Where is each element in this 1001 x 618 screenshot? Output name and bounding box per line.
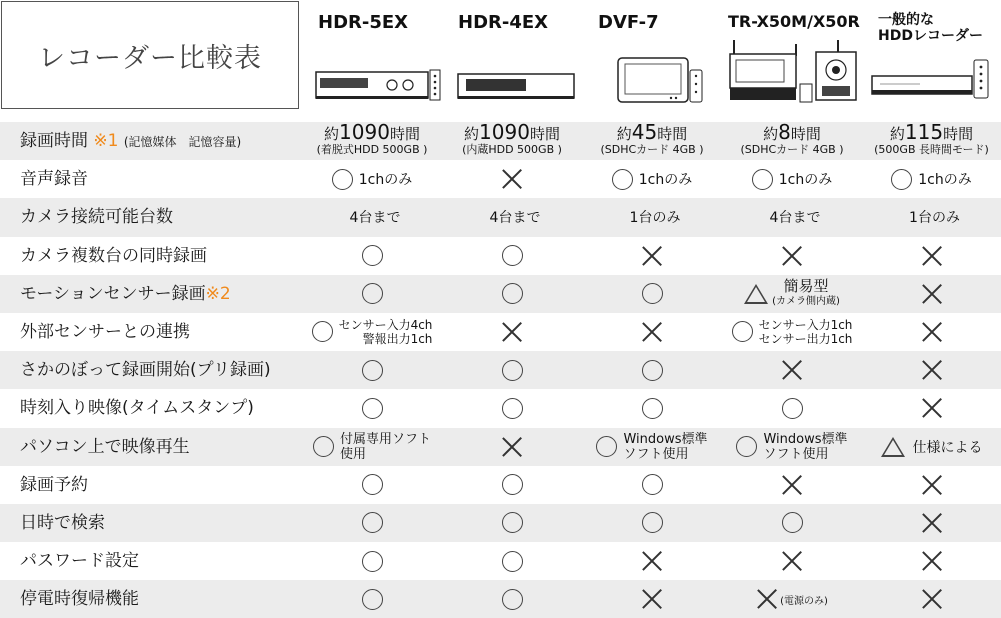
cell-text: 1chのみ	[778, 172, 833, 189]
cell	[302, 351, 442, 389]
row-label: カメラ接続可能台数	[20, 207, 173, 228]
cell	[582, 580, 722, 618]
cross-icon	[921, 588, 943, 610]
cell-prefix: 約	[464, 125, 480, 143]
cell	[302, 580, 442, 618]
cross-icon	[921, 359, 943, 381]
cell	[302, 313, 442, 351]
circle-icon	[782, 398, 803, 419]
circle-icon	[362, 551, 383, 572]
cell	[442, 580, 582, 618]
cell-number: 8	[778, 120, 791, 144]
model-generic-hdd	[866, 0, 1001, 112]
cell	[862, 389, 1001, 427]
circle-icon	[362, 283, 383, 304]
cell-text-line1: Windows標準	[763, 431, 848, 447]
cell-text-line2: 警報出力1ch	[362, 331, 433, 346]
cell-text-line2: センサー出力1ch	[758, 331, 853, 346]
circle-icon	[502, 360, 523, 381]
cell	[722, 428, 862, 466]
cell-sub: (500GB 長時間モード)	[874, 143, 989, 156]
cell-sub: (SDHCカード 4GB )	[600, 143, 704, 156]
page-title: レコーダー比較表	[38, 42, 262, 74]
cell-text: 1chのみ	[638, 172, 693, 189]
cell-text-line1: Windows標準	[623, 431, 708, 447]
cell-text: 4台まで	[769, 210, 821, 227]
cell-text-line2: ソフト使用	[763, 446, 829, 462]
dvr-4ex-icon	[456, 66, 580, 102]
cell-text-line1: 付属専用ソフト	[339, 431, 431, 447]
cell-prefix: 約	[616, 125, 632, 143]
row-label: 音声録音	[20, 169, 88, 190]
cell	[582, 466, 722, 504]
cell	[582, 160, 722, 198]
cell	[722, 160, 862, 198]
circle-icon	[596, 436, 617, 457]
cell	[722, 466, 862, 504]
cell-text-line1: センサー入力4ch	[338, 317, 433, 332]
cross-icon	[921, 474, 943, 496]
circle-icon	[642, 283, 663, 304]
cell	[862, 237, 1001, 275]
cell-number: 1090	[479, 120, 530, 144]
cell	[442, 275, 582, 313]
circle-icon	[362, 589, 383, 610]
cell-text: 1台のみ	[909, 210, 960, 227]
circle-icon	[332, 169, 353, 190]
circle-icon	[732, 321, 753, 342]
row-label: カメラ複数台の同時録画	[20, 245, 207, 266]
monitor-icon	[616, 54, 706, 106]
cell	[862, 504, 1001, 542]
cell	[722, 504, 862, 542]
cross-icon	[756, 588, 778, 610]
cell	[862, 198, 1001, 236]
cross-icon	[781, 359, 803, 381]
cell-suffix: 時間	[389, 125, 420, 143]
circle-icon	[502, 474, 523, 495]
cross-icon	[921, 321, 943, 343]
row-pc-playback	[0, 428, 1001, 466]
model-tr-x50	[726, 0, 864, 112]
circle-icon	[642, 512, 663, 533]
cross-icon	[641, 550, 663, 572]
cell-number: 1090	[339, 120, 390, 144]
row-motion-sensor	[0, 275, 1001, 313]
model-name: TR-X50M/X50R	[728, 12, 860, 31]
cell	[582, 542, 722, 580]
row-external-sensor	[0, 313, 1001, 351]
circle-icon	[752, 169, 773, 190]
cell	[862, 313, 1001, 351]
cell-note: (電源のみ)	[780, 595, 828, 607]
model-name-line1: 一般的な	[878, 12, 934, 28]
cross-icon	[781, 550, 803, 572]
row-datetime-search	[0, 504, 1001, 542]
model-name: HDR-4EX	[458, 12, 549, 33]
row-label: パソコン上で映像再生	[20, 436, 190, 457]
cell-prefix: 約	[889, 125, 905, 143]
cell-prefix: 約	[763, 125, 779, 143]
row-label	[20, 275, 231, 313]
cell	[442, 428, 582, 466]
cell	[442, 542, 582, 580]
cell	[582, 351, 722, 389]
cell	[442, 504, 582, 542]
note-marker: ※2	[205, 283, 231, 304]
model-name: DVF-7	[598, 12, 659, 33]
circle-icon	[642, 398, 663, 419]
comparison-table	[0, 122, 1001, 618]
cell-text: 4台まで	[489, 210, 541, 227]
circle-icon	[642, 360, 663, 381]
cell-text: 簡易型	[783, 276, 829, 295]
cell-suffix: 時間	[529, 125, 560, 143]
cell	[302, 542, 442, 580]
triangle-icon	[881, 437, 905, 457]
circle-icon	[362, 512, 383, 533]
cell	[862, 580, 1001, 618]
cell-text: 1chのみ	[358, 172, 413, 189]
cell	[302, 275, 442, 313]
cell-suffix: 時間	[657, 125, 688, 143]
wireless-monitor-icon	[726, 38, 860, 104]
cross-icon	[641, 245, 663, 267]
cross-icon	[921, 283, 943, 305]
cell-text: 1台のみ	[629, 210, 681, 227]
row-recording-time	[0, 122, 1001, 160]
cell	[722, 542, 862, 580]
cell	[862, 351, 1001, 389]
cell-text-line2: 使用	[339, 446, 366, 462]
cell-suffix: 時間	[790, 125, 821, 143]
cell-number: 45	[631, 120, 658, 144]
circle-icon	[642, 474, 663, 495]
cell	[442, 389, 582, 427]
triangle-icon	[744, 284, 768, 304]
circle-icon	[362, 474, 383, 495]
cell-text: 仕様による	[912, 439, 983, 456]
cell	[442, 122, 582, 160]
row-scheduled-recording	[0, 466, 1001, 504]
row-power-recovery	[0, 580, 1001, 618]
title-box	[1, 1, 299, 109]
cell-subtext: (カメラ側内蔵)	[772, 295, 840, 307]
cell	[302, 428, 442, 466]
header-row	[0, 0, 1001, 112]
row-sublabel: (記憶媒体 記憶容量)	[123, 135, 242, 149]
cell	[442, 351, 582, 389]
cross-icon	[641, 588, 663, 610]
cell-text-line1: センサー入力1ch	[758, 317, 853, 332]
cell	[582, 313, 722, 351]
row-label: 録画予約	[20, 474, 88, 495]
circle-icon	[502, 283, 523, 304]
cross-icon	[641, 321, 663, 343]
cell	[582, 504, 722, 542]
row-password	[0, 542, 1001, 580]
cross-icon	[501, 321, 523, 343]
cell	[722, 275, 862, 313]
circle-icon	[502, 245, 523, 266]
cell	[862, 275, 1001, 313]
cell	[722, 122, 862, 160]
cell	[442, 237, 582, 275]
cell-sub: (着脱式HDD 500GB )	[316, 143, 428, 156]
cell	[582, 122, 722, 160]
cell-sub: (内蔵HDD 500GB )	[462, 143, 562, 156]
row-label: 日時で検索	[20, 512, 105, 533]
cell	[722, 198, 862, 236]
cross-icon	[501, 436, 523, 458]
cell-text: 1chのみ	[918, 172, 972, 189]
row-multi-camera	[0, 237, 1001, 275]
cell	[722, 237, 862, 275]
cross-icon	[781, 474, 803, 496]
row-label: さかのぼって録画開始(プリ録画)	[20, 360, 271, 381]
hdd-recorder-icon	[870, 56, 998, 102]
cell-text: 4台まで	[349, 210, 401, 227]
circle-icon	[362, 360, 383, 381]
cell	[582, 275, 722, 313]
cell	[582, 198, 722, 236]
circle-icon	[782, 512, 803, 533]
cell	[862, 428, 1001, 466]
cell	[442, 160, 582, 198]
dvr-5ex-icon	[314, 66, 444, 102]
circle-icon	[891, 169, 912, 190]
cross-icon	[921, 512, 943, 534]
row-label	[20, 122, 241, 160]
cell	[722, 313, 862, 351]
cell	[722, 389, 862, 427]
row-label: 時刻入り映像(タイムスタンプ)	[20, 398, 254, 419]
cross-icon	[921, 245, 943, 267]
cell-text-line2: ソフト使用	[623, 446, 689, 462]
circle-icon	[502, 398, 523, 419]
cell	[582, 428, 722, 466]
cell	[862, 160, 1001, 198]
cell	[722, 351, 862, 389]
cross-icon	[921, 397, 943, 419]
cell	[302, 466, 442, 504]
row-pre-recording	[0, 351, 1001, 389]
cell-prefix: 約	[324, 125, 340, 143]
cell	[582, 237, 722, 275]
row-label: パスワード設定	[20, 551, 139, 572]
cross-icon	[921, 550, 943, 572]
row-label: 停電時復帰機能	[20, 589, 139, 610]
cell-suffix: 時間	[943, 125, 974, 143]
circle-icon	[502, 589, 523, 610]
cross-icon	[501, 168, 523, 190]
circle-icon	[312, 321, 333, 342]
cell	[302, 504, 442, 542]
note-marker: ※1	[93, 131, 119, 151]
model-hdr-4ex	[446, 0, 584, 112]
cell	[862, 542, 1001, 580]
row-audio-recording	[0, 160, 1001, 198]
cell	[302, 160, 442, 198]
model-name-line2: HDDレコーダー	[878, 28, 983, 44]
model-hdr-5ex	[306, 0, 444, 112]
cross-icon	[781, 245, 803, 267]
model-dvf-7	[586, 0, 724, 112]
cell	[862, 122, 1001, 160]
cell	[582, 389, 722, 427]
circle-icon	[313, 436, 334, 457]
row-timestamp	[0, 389, 1001, 427]
cell	[862, 466, 1001, 504]
row-label: 外部センサーとの連携	[20, 321, 190, 342]
cell	[302, 122, 442, 160]
cell	[302, 389, 442, 427]
cell-sub: (SDHCカード 4GB )	[740, 143, 844, 156]
cell	[442, 313, 582, 351]
cell	[722, 580, 862, 618]
circle-icon	[362, 398, 383, 419]
circle-icon	[502, 551, 523, 572]
model-name: HDR-5EX	[318, 12, 409, 33]
cell	[442, 198, 582, 236]
circle-icon	[612, 169, 633, 190]
model-name	[866, 12, 1001, 44]
cell-number: 115	[904, 120, 944, 144]
cell	[302, 237, 442, 275]
cell	[442, 466, 582, 504]
cell	[302, 198, 442, 236]
row-label-text: モーションセンサー録画	[20, 283, 206, 304]
circle-icon	[736, 436, 757, 457]
row-label-text: 録画時間	[20, 131, 88, 151]
circle-icon	[502, 512, 523, 533]
row-camera-count	[0, 198, 1001, 236]
circle-icon	[362, 245, 383, 266]
